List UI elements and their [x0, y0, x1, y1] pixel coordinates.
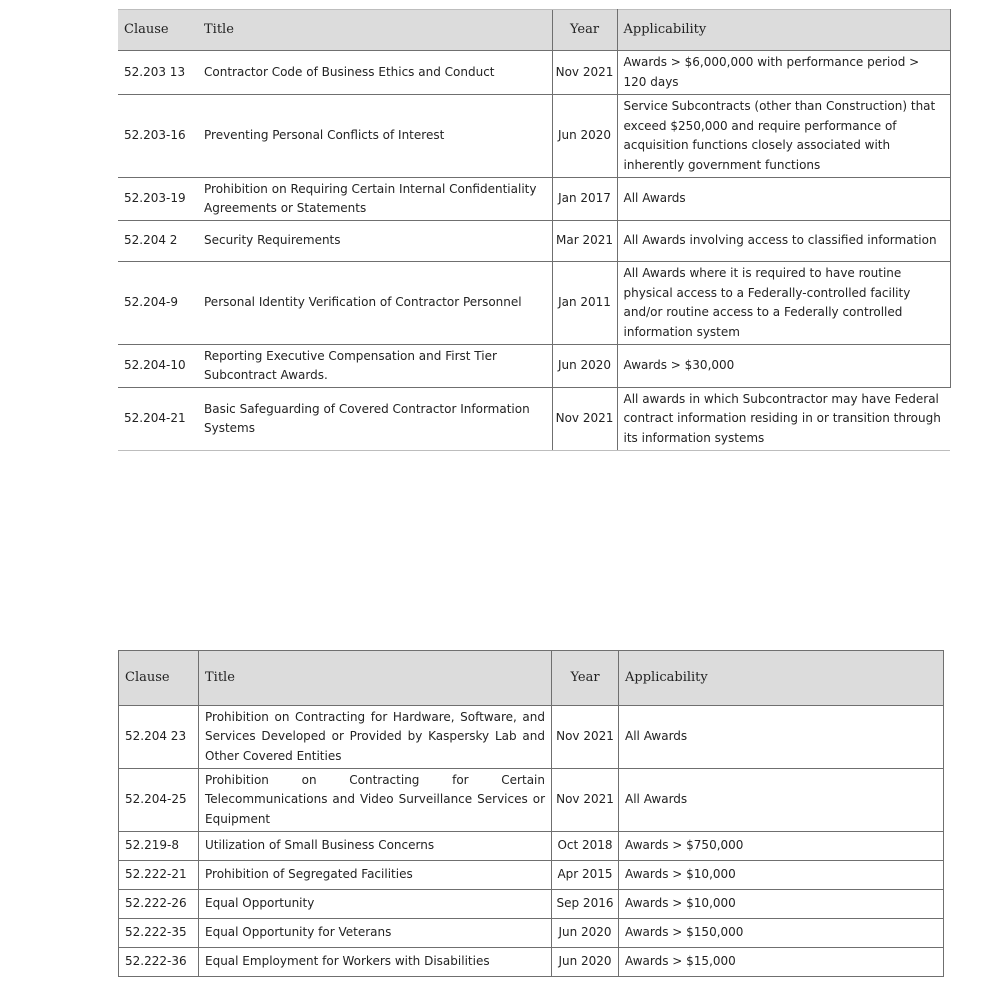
clause-cell: 52.204 23	[119, 706, 199, 769]
clause-cell: 52.204-10	[118, 345, 198, 388]
header-title: Title	[198, 10, 552, 51]
year-cell: Mar 2021	[552, 221, 617, 262]
year-cell: Jun 2020	[552, 919, 619, 948]
title-cell: Prohibition on Requiring Certain Internal Confidentiality Agreements or Statements	[198, 178, 552, 221]
title-cell: Basic Safeguarding of Covered Contractor Information Systems	[198, 388, 552, 451]
applicability-cell: All Awards	[619, 769, 944, 832]
table-row	[119, 706, 944, 769]
year-cell: Jun 2020	[552, 948, 619, 977]
clause-cell: 52.204 2	[118, 221, 198, 262]
table-row	[119, 890, 944, 919]
applicability-cell: All awards in which Subcontractor may have Federal contract information residing in or transition through its information systems	[617, 388, 950, 451]
clause-cell: 52.219-8	[119, 832, 199, 861]
applicability-cell: All Awards	[619, 706, 944, 769]
table-row	[118, 262, 950, 345]
title-cell: Prohibition on Contracting for Hardware, Software, and Services Developed or Provided by Kaspersky Lab and Other Covered Entities	[199, 706, 552, 769]
applicability-cell: Service Subcontracts (other than Construction) that exceed $250,000 and require performance of acquisition functions closely associated with inherently government functions	[617, 95, 950, 178]
clauses-table-1	[118, 9, 951, 451]
year-cell: Apr 2015	[552, 861, 619, 890]
year-cell: Jun 2020	[552, 345, 617, 388]
clauses-table-2	[118, 650, 944, 977]
title-cell: Utilization of Small Business Concerns	[199, 832, 552, 861]
year-cell: Oct 2018	[552, 832, 619, 861]
clause-cell: 52.204-21	[118, 388, 198, 451]
clause-cell: 52.203-19	[118, 178, 198, 221]
table-header-row	[119, 651, 944, 706]
applicability-cell: All Awards where it is required to have routine physical access to a Federally-controlled facility and/or routine access to a Federally controlled information system	[617, 262, 950, 345]
applicability-cell: Awards > $15,000	[619, 948, 944, 977]
year-cell: Nov 2021	[552, 769, 619, 832]
clause-cell: 52.222-26	[119, 890, 199, 919]
table-row	[119, 861, 944, 890]
table-row	[118, 51, 950, 95]
applicability-cell: Awards > $30,000	[617, 345, 950, 388]
header-year: Year	[552, 10, 617, 51]
table-row	[119, 832, 944, 861]
header-title: Title	[199, 651, 552, 706]
clause-cell: 52.222-21	[119, 861, 199, 890]
clause-cell: 52.204-9	[118, 262, 198, 345]
title-cell: Personal Identity Verification of Contractor Personnel	[198, 262, 552, 345]
applicability-cell: Awards > $10,000	[619, 861, 944, 890]
applicability-cell: All Awards involving access to classified information	[617, 221, 950, 262]
year-cell: Jan 2017	[552, 178, 617, 221]
applicability-cell: Awards > $750,000	[619, 832, 944, 861]
table-row	[118, 178, 950, 221]
clause-cell: 52.203-16	[118, 95, 198, 178]
clause-cell: 52.222-35	[119, 919, 199, 948]
title-cell: Prohibition on Contracting for Certain Telecommunications and Video Surveillance Services or Equipment	[199, 769, 552, 832]
table-row	[119, 769, 944, 832]
year-cell: Jan 2011	[552, 262, 617, 345]
title-cell: Equal Opportunity for Veterans	[199, 919, 552, 948]
title-cell: Reporting Executive Compensation and First Tier Subcontract Awards.	[198, 345, 552, 388]
applicability-cell: Awards > $6,000,000 with performance period > 120 days	[617, 51, 950, 95]
table-row	[118, 388, 950, 451]
table-row	[119, 919, 944, 948]
year-cell: Nov 2021	[552, 51, 617, 95]
header-applicability: Applicability	[619, 651, 944, 706]
title-cell: Equal Opportunity	[199, 890, 552, 919]
title-cell: Security Requirements	[198, 221, 552, 262]
header-clause: Clause	[119, 651, 199, 706]
year-cell: Nov 2021	[552, 706, 619, 769]
title-cell: Preventing Personal Conflicts of Interest	[198, 95, 552, 178]
clause-cell: 52.204-25	[119, 769, 199, 832]
header-applicability: Applicability	[617, 10, 950, 51]
year-cell: Jun 2020	[552, 95, 617, 178]
table-row	[118, 95, 950, 178]
title-cell: Prohibition of Segregated Facilities	[199, 861, 552, 890]
header-clause: Clause	[118, 10, 198, 51]
title-cell: Equal Employment for Workers with Disabilities	[199, 948, 552, 977]
applicability-cell: All Awards	[617, 178, 950, 221]
clause-cell: 52.222-36	[119, 948, 199, 977]
table-row	[118, 345, 950, 388]
year-cell: Sep 2016	[552, 890, 619, 919]
title-cell: Contractor Code of Business Ethics and Conduct	[198, 51, 552, 95]
table-row	[119, 948, 944, 977]
applicability-cell: Awards > $150,000	[619, 919, 944, 948]
applicability-cell: Awards > $10,000	[619, 890, 944, 919]
header-year: Year	[552, 651, 619, 706]
table-row	[118, 221, 950, 262]
year-cell: Nov 2021	[552, 388, 617, 451]
clause-cell: 52.203 13	[118, 51, 198, 95]
table-header-row	[118, 10, 950, 51]
